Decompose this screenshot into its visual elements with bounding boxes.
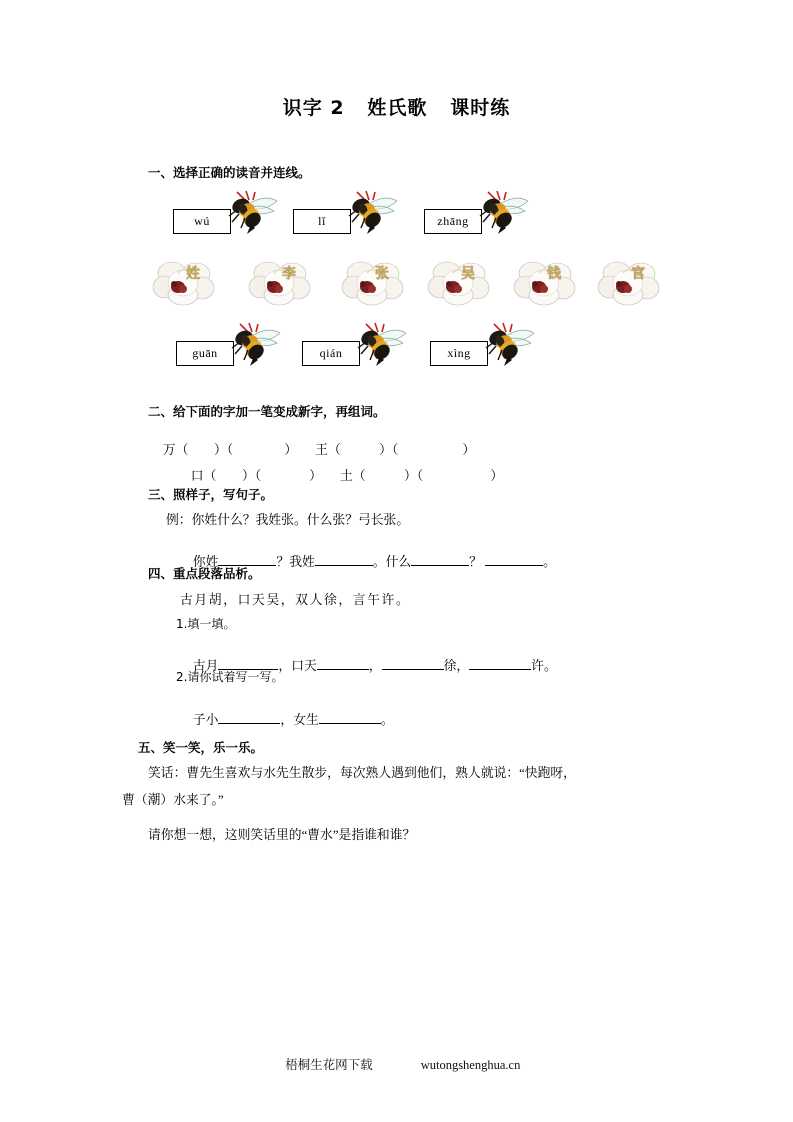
flower-card-xing[interactable] [152, 259, 218, 307]
practice-text: 。 [543, 555, 556, 569]
flower-card-guan[interactable] [597, 259, 663, 307]
blank-text: 徐， [443, 659, 470, 673]
pinyin-box-qian[interactable]: qián [302, 341, 360, 366]
paren-blank[interactable]: （ ） [203, 469, 255, 483]
blank-text: 许。 [531, 659, 557, 673]
practice-text: ？我姓 [276, 555, 315, 569]
pinyin-box-wu[interactable]: wú [173, 209, 231, 234]
paren-blank[interactable]: （ ） [327, 443, 392, 457]
blank-text: ，女生 [280, 713, 319, 727]
answer-blank[interactable] [485, 565, 543, 566]
exercise4-passage: 古月胡，口天吴，双人徐，言午许。 [180, 593, 411, 607]
flower-card-wu[interactable] [427, 259, 493, 307]
exercise4-sub2-blanks [180, 694, 394, 743]
pinyin-box-guan[interactable]: guān [176, 341, 234, 366]
exercise3-example: 例：你姓什么？我姓张。什么张？弓长张。 [166, 513, 410, 527]
paren-blank[interactable]: （ ） [175, 443, 227, 457]
answer-blank[interactable] [319, 723, 381, 724]
flower-char: 吴 [461, 266, 475, 282]
blank-text: ， [368, 659, 382, 673]
blank-text: ，口天 [278, 659, 317, 673]
char-tu: 土 [339, 469, 353, 483]
flower-char: 姓 [186, 266, 200, 282]
char-wan: 万 [162, 443, 176, 457]
paren-blank[interactable]: （ ） [226, 443, 298, 457]
pinyin-box-xing[interactable]: xìng [430, 341, 488, 366]
char-wang: 王 [315, 443, 328, 457]
exercise5-heading: 五、笑一笑，乐一乐。 [138, 740, 264, 755]
char-kou: 口 [190, 469, 204, 483]
paren-blank[interactable]: （ ） [352, 469, 417, 483]
footer-site-url: wutongshenghua.cn [420, 1058, 521, 1072]
exercise3-heading: 三、照样子，写句子。 [148, 487, 274, 502]
page-title: 识字 2 姓氏歌 课时练 [282, 97, 511, 119]
footer-site-name: 梧桐生花网下载 [285, 1058, 373, 1072]
flower-card-qian[interactable] [513, 259, 579, 307]
exercise4-sub1-label: 1.填一填。 [176, 617, 236, 631]
exercise4-heading: 四、重点段落品析。 [148, 566, 261, 581]
flower-char: 官 [631, 266, 645, 282]
practice-text: 你姓 [192, 555, 219, 569]
answer-blank[interactable] [469, 669, 531, 670]
answer-blank[interactable] [411, 565, 469, 566]
exercise1-heading: 一、选择正确的读音并连线。 [148, 165, 311, 180]
answer-blank[interactable] [218, 723, 280, 724]
blank-text: 。 [380, 713, 394, 727]
flower-char: 钱 [547, 266, 561, 282]
footer-watermark [0, 1040, 793, 1088]
practice-text: ？ [469, 555, 486, 569]
pinyin-box-zhang[interactable]: zhāng [424, 209, 482, 234]
answer-blank[interactable] [317, 669, 369, 670]
blank-text: 子小 [192, 713, 219, 727]
flower-char: 李 [282, 266, 296, 282]
paren-blank[interactable]: （ ） [416, 469, 504, 483]
paren-blank[interactable]: （ ） [254, 469, 322, 483]
exercise5-question: 请你想一想，这则笑话里的“曹水”是指谁和谁？ [148, 828, 416, 842]
exercise5-joke-line1: 笑话：曹先生喜欢与水先生散步，每次熟人遇到他们，熟人就说：“快跑呀， [148, 766, 576, 780]
answer-blank[interactable] [382, 669, 444, 670]
pinyin-box-li[interactable]: lǐ [293, 209, 351, 234]
flower-card-zhang[interactable] [341, 259, 407, 307]
exercise2-heading: 二、给下面的字加一笔变成新字，再组词。 [148, 404, 386, 419]
practice-text: 。什么 [372, 555, 412, 569]
exercise4-sub2-label: 2.请你试着写一写。 [176, 670, 284, 684]
blank-text: 古月 [192, 659, 219, 673]
flower-card-li[interactable] [248, 259, 314, 307]
answer-blank[interactable] [315, 565, 373, 566]
flower-char: 张 [375, 266, 389, 282]
exercise5-joke-line2: 曹（潮）水来了。” [122, 793, 224, 807]
paren-blank[interactable]: （ ） [391, 443, 476, 457]
